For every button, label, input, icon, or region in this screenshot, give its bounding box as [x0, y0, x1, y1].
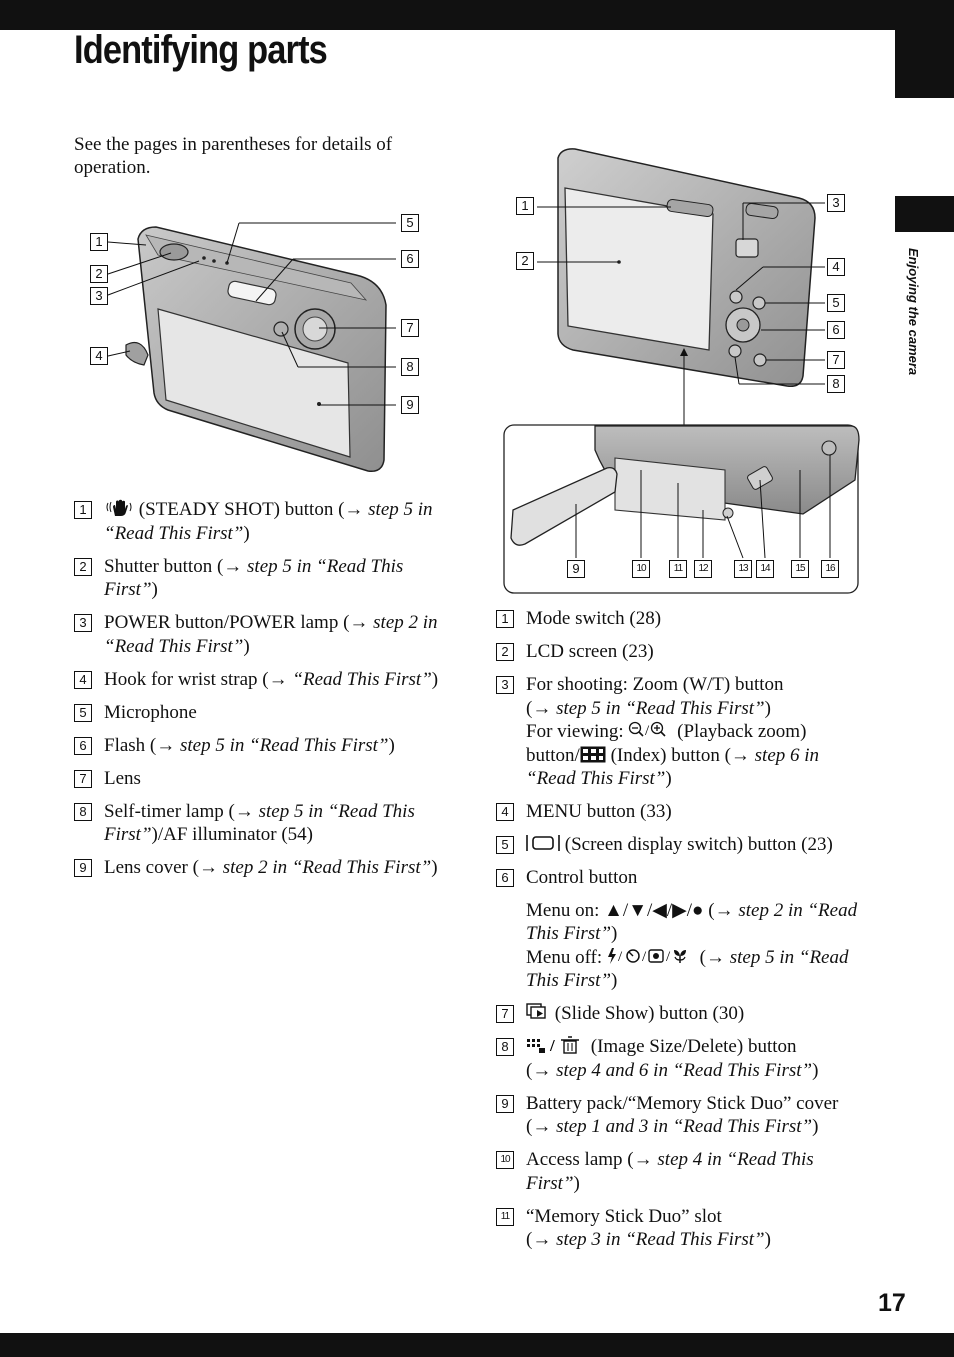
- list-item: 9 Battery pack/“Memory Stick Duo” cover (→ step 1 and 3 in “Read This First”): [496, 1092, 868, 1139]
- item-number: 7: [496, 1005, 514, 1023]
- back-callout-4: 4: [827, 258, 845, 276]
- item-number: 2: [496, 643, 514, 661]
- list-item: 6 Control button Menu on: ▲/▼/◀/▶/● (→ step 2 in “Read This First”) Menu off: / / / (→ step 5 in “Read This First”): [496, 866, 868, 993]
- list-item: 3 For shooting: Zoom (W/T) button (→ step 5 in “Read This First”) For viewing: / (Playback zoom) button/ (Index) button (→ step 6 in “Read This First”): [496, 673, 868, 791]
- page-number: 17: [878, 1289, 906, 1317]
- back-callout-9: 9: [567, 560, 585, 578]
- front-callout-8: 8: [401, 358, 419, 376]
- intro-text: See the pages in parentheses for details of operation.: [74, 134, 393, 178]
- list-item: 5 (Screen display switch) button (23): [496, 833, 868, 857]
- item-number: 1: [496, 610, 514, 628]
- item-number: 3: [74, 614, 92, 632]
- back-callout-5: 5: [827, 294, 845, 312]
- item-number: 6: [74, 737, 92, 755]
- item-number: 5: [496, 836, 514, 854]
- back-callout-13: 13: [734, 560, 752, 578]
- back-callout-6: 6: [827, 321, 845, 339]
- svg-text:/: /: [641, 948, 647, 965]
- back-camera-illustration: [503, 140, 863, 595]
- svg-text:/: /: [665, 948, 671, 965]
- list-item: 8 / (Image Size/Delete) button (→ step 4 and 6 in “Read This First”): [496, 1035, 868, 1082]
- list-item: 1 (STEADY SHOT) button (→ step 5 in “Read This First”): [74, 498, 446, 545]
- top-black-bar: [0, 0, 954, 30]
- list-item: 2 LCD screen (23): [496, 640, 868, 664]
- item-number: 10: [496, 1151, 514, 1169]
- list-item: 2 Shutter button (→ step 5 in “Read This First”): [74, 555, 446, 602]
- back-callout-3: 3: [827, 194, 845, 212]
- index-grid-icon: [580, 746, 606, 763]
- item-number: 3: [496, 676, 514, 694]
- chapter-marker-tab: [895, 196, 954, 232]
- chapter-side-label: Enjoying the camera: [906, 248, 921, 376]
- list-item: 10 Access lamp (→ step 4 in “Read This First”): [496, 1148, 868, 1195]
- screen-display-icon: [526, 834, 560, 852]
- item-number: 4: [496, 803, 514, 821]
- back-callout-7: 7: [827, 351, 845, 369]
- front-callout-9: 9: [401, 396, 419, 414]
- list-item: 3 POWER button/POWER lamp (→ step 2 in “Read This First”): [74, 611, 446, 658]
- back-callout-8: 8: [827, 375, 845, 393]
- item-number: 4: [74, 671, 92, 689]
- front-callout-7: 7: [401, 319, 419, 337]
- back-callout-11: 11: [669, 560, 687, 578]
- item-number: 2: [74, 558, 92, 576]
- item-number: 9: [74, 859, 92, 877]
- item-number: 1: [74, 501, 92, 519]
- back-callout-16: 16: [821, 560, 839, 578]
- back-callout-15: 15: [791, 560, 809, 578]
- front-parts-list: [74, 498, 446, 889]
- zoom-out-zoom-in-icon: [628, 721, 672, 739]
- front-callout-1: 1: [90, 233, 108, 251]
- back-callout-2: 2: [516, 252, 534, 270]
- list-item: 9 Lens cover (→ step 2 in “Read This First”): [74, 856, 446, 880]
- bottom-black-bar: [0, 1333, 954, 1357]
- list-item: 4 Hook for wrist strap (→ “Read This First”): [74, 668, 446, 692]
- flash-selftimer-scene-macro-icons: [607, 947, 695, 965]
- list-item: 11 “Memory Stick Duo” slot (→ step 3 in “Read This First”): [496, 1205, 868, 1252]
- list-item: 1 Mode switch (28): [496, 607, 868, 631]
- steady-shot-hand-icon: [104, 499, 134, 517]
- item-number: 9: [496, 1095, 514, 1113]
- item-number: 5: [74, 704, 92, 722]
- front-callout-4: 4: [90, 347, 108, 365]
- svg-text:/: /: [645, 723, 650, 739]
- item-number: 8: [496, 1038, 514, 1056]
- item-number: 8: [74, 803, 92, 821]
- list-item: 4 MENU button (33): [496, 800, 868, 824]
- front-camera-figure: [86, 205, 436, 475]
- front-camera-illustration: [86, 205, 436, 475]
- list-item: 5 Microphone: [74, 701, 446, 725]
- image-size-delete-icon: [526, 1036, 586, 1054]
- back-parts-list: [496, 607, 868, 1261]
- list-item: 6 Flash (→ step 5 in “Read This First”): [74, 734, 446, 758]
- back-camera-figure: [503, 140, 863, 595]
- page-title: Identifying parts: [74, 28, 327, 72]
- back-callout-1: 1: [516, 197, 534, 215]
- list-item: 8 Self-timer lamp (→ step 5 in “Read This First”)/AF illuminator (54): [74, 800, 446, 847]
- svg-text:/: /: [617, 948, 623, 965]
- front-callout-5: 5: [401, 214, 419, 232]
- list-item: 7 (Slide Show) button (30): [496, 1002, 868, 1026]
- front-callout-3: 3: [90, 287, 108, 305]
- back-callout-12: 12: [694, 560, 712, 578]
- front-callout-2: 2: [90, 265, 108, 283]
- item-number: 11: [496, 1208, 514, 1226]
- item-number: 7: [74, 770, 92, 788]
- slide-show-icon: [526, 1003, 550, 1021]
- list-item: 7 Lens: [74, 767, 446, 791]
- top-chapter-tab: [895, 30, 954, 98]
- svg-text:/: /: [550, 1036, 555, 1054]
- item-number: 6: [496, 869, 514, 887]
- back-callout-10: 10: [632, 560, 650, 578]
- front-callout-6: 6: [401, 250, 419, 268]
- back-callout-14: 14: [756, 560, 774, 578]
